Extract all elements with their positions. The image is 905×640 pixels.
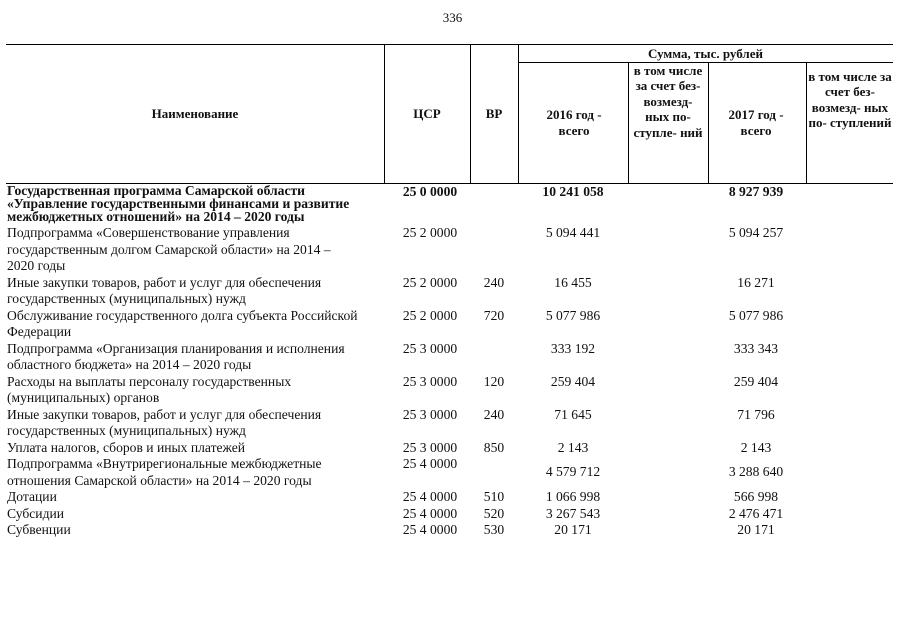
row-csr: 25 3 0000 [402, 340, 458, 356]
row-sum-2017: 20 171 [737, 522, 775, 537]
row-vr: 240 [483, 274, 505, 290]
row-name: Подпрограмма «Организация планирования и исполнения областного бюджета» на 2014 – 2020 годы [7, 340, 345, 372]
row-name: Иные закупки товаров, работ и услуг для обеспечения государственных (муниципальных) нужд [7, 274, 322, 306]
row-sum-2017: 5 094 257 [728, 225, 784, 240]
row-vr: 520 [483, 505, 505, 521]
table-row [6, 407, 893, 440]
row-name: Расходы на выплаты персоналу государственных (муниципальных) органов [7, 373, 292, 405]
row-sum-2017: 2 143 [740, 439, 772, 455]
row-sum-2016: 16 455 [554, 274, 592, 290]
divider [628, 62, 629, 183]
row-sum-2017: 3 288 640 [728, 464, 784, 479]
row-name: Обслуживание государственного долга субъекта Российской Федерации [7, 307, 358, 339]
row-csr: 25 3 0000 [402, 373, 458, 389]
row-csr: 25 3 0000 [402, 439, 458, 455]
row-sum-2017: 259 404 [733, 373, 779, 389]
row-sum-2016: 333 192 [550, 340, 596, 356]
row-name: Дотации [7, 489, 57, 504]
table-row [6, 225, 893, 275]
header-2016-incl: в том числе за счет без- возмезд- ных по- ступле- ний [633, 63, 703, 140]
row-csr: 25 3 0000 [402, 406, 458, 422]
header-2017-total: 2017 год - всего [728, 107, 784, 138]
table-row [6, 506, 893, 523]
row-csr: 25 4 0000 [402, 505, 458, 521]
row-csr: 25 4 0000 [402, 489, 458, 504]
row-vr: 530 [483, 522, 505, 537]
table-row [6, 308, 893, 341]
row-csr: 25 2 0000 [402, 225, 458, 240]
row-sum-2017: 8 927 939 [728, 184, 784, 199]
row-sum-2016: 10 241 058 [542, 184, 604, 199]
table-header [6, 44, 893, 184]
divider [518, 45, 519, 183]
row-sum-2017: 2 476 471 [728, 505, 784, 521]
row-sum-2017: 71 796 [737, 406, 775, 422]
row-name: Субсидии [7, 505, 65, 521]
row-name: Субвенции [7, 522, 71, 537]
row-name: Уплата налогов, сборов и иных платежей [7, 439, 246, 455]
table-row [6, 374, 893, 407]
row-sum-2016: 5 094 441 [545, 225, 601, 240]
row-csr: 25 4 0000 [402, 522, 458, 537]
table-body [6, 184, 893, 539]
header-sum-group: Сумма, тыс. рублей [648, 45, 763, 61]
row-sum-2016: 20 171 [554, 522, 592, 537]
divider [806, 62, 807, 183]
page-number: 336 [442, 10, 463, 25]
table-row [6, 184, 893, 223]
header-2016-total: 2016 год - всего [546, 107, 602, 138]
header-2017-incl: в том числе за счет без- возмезд- ных по- ступлений [808, 69, 892, 131]
row-sum-2016: 2 143 [557, 439, 589, 455]
row-sum-2016: 3 267 543 [545, 505, 601, 521]
header-csr: ЦСР [413, 106, 441, 122]
row-name: Иные закупки товаров, работ и услуг для обеспечения государственных (муниципальных) нужд [7, 406, 322, 438]
table-row [6, 489, 893, 506]
row-name: Государственная программа Самарской области «Управление государственными финансами и развитие межбюджетных отношений» на 2014 – 2020 годы [7, 183, 350, 224]
row-sum-2016: 4 579 712 [545, 464, 601, 479]
table-row [6, 456, 893, 489]
row-sum-2017: 5 077 986 [728, 307, 784, 323]
row-name: Подпрограмма «Совершенствование управления государственным долгом Самарской области» на 2014 – 2020 годы [7, 225, 331, 273]
row-name: Подпрограмма «Внутрирегиональные межбюджетные отношения Самарской области» на 2014 – 2020 годы [7, 456, 322, 488]
row-sum-2016: 259 404 [550, 373, 596, 389]
row-vr: 120 [483, 373, 505, 389]
row-vr: 240 [483, 406, 505, 422]
row-vr: 510 [483, 489, 505, 504]
table-row [6, 522, 893, 539]
table-row [6, 275, 893, 308]
row-csr: 25 2 0000 [402, 274, 458, 290]
row-vr: 720 [483, 307, 505, 323]
row-sum-2016: 71 645 [554, 406, 592, 422]
row-csr: 25 4 0000 [402, 456, 458, 471]
row-sum-2017: 566 998 [733, 489, 779, 504]
table-row [6, 341, 893, 374]
divider [708, 62, 709, 183]
header-vr: ВР [485, 106, 503, 122]
row-sum-2016: 1 066 998 [545, 489, 601, 504]
row-sum-2017: 16 271 [737, 274, 775, 290]
table-row [6, 440, 893, 457]
header-name: Наименование [151, 106, 239, 122]
row-csr: 25 2 0000 [402, 307, 458, 323]
row-csr: 25 0 0000 [402, 184, 458, 199]
row-sum-2017: 333 343 [733, 340, 779, 356]
row-vr: 850 [483, 439, 505, 455]
row-sum-2016: 5 077 986 [545, 307, 601, 323]
